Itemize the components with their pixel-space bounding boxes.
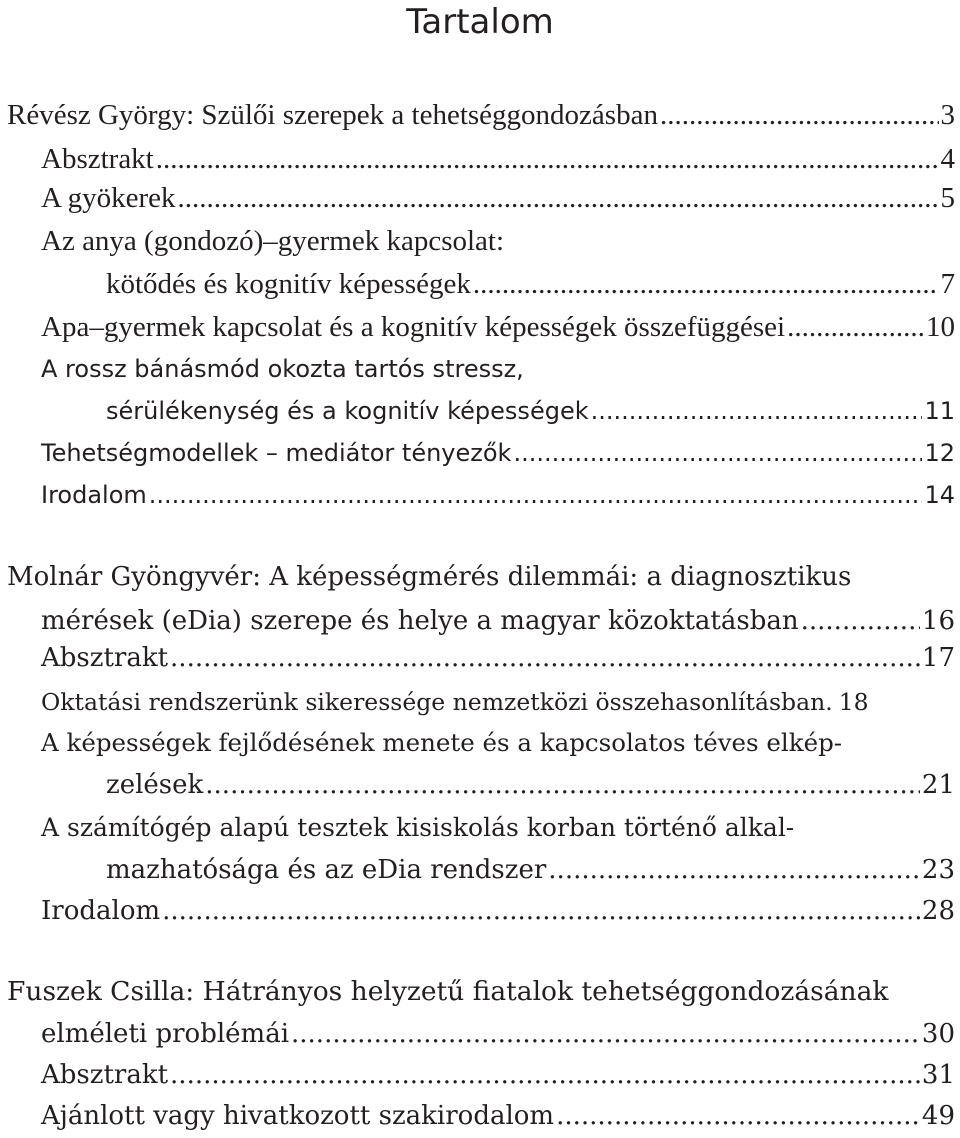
toc-entry[interactable] <box>0 1094 960 1138</box>
toc-entry-title: zelések <box>106 770 204 800</box>
toc-entry-title: Absztrakt <box>41 143 154 175</box>
dot-leader <box>660 93 939 137</box>
toc-entry-page: 30 <box>921 1019 955 1049</box>
toc-entry-continued <box>0 347 960 391</box>
toc-entry[interactable] <box>0 1053 960 1097</box>
toc-entry-page: 16 <box>921 606 955 636</box>
toc-entry-title: elméleti problémái <box>41 1019 290 1049</box>
toc-entry[interactable] <box>0 763 960 807</box>
toc-entry-page: 28 <box>921 896 955 926</box>
dot-leader <box>170 1053 920 1097</box>
toc-entry-page: 23 <box>921 855 955 885</box>
toc-entry-title: Absztrakt <box>41 643 169 673</box>
toc-entry-title: mérések (eDia) szerepe és helye a magyar közoktatásban <box>41 606 799 636</box>
toc-entry-title: Ajánlott vagy hivatkozott szakirodalom <box>41 1101 555 1131</box>
toc-entry-title: kötődés és kognitív képességek <box>106 268 471 300</box>
toc-entry-page: 10 <box>926 311 955 343</box>
dot-leader <box>178 176 939 220</box>
toc-entry-title: Absztrakt <box>41 1060 169 1090</box>
toc-entry-continued <box>0 806 960 850</box>
toc-entry-page: 31 <box>921 1060 955 1090</box>
toc-entry-title: Révész György: Szülői szerepek a tehetséggondozásban <box>7 99 658 131</box>
toc-entry[interactable] <box>0 1012 960 1056</box>
toc-entry-page: 12 <box>924 439 955 467</box>
toc-entry-page: 7 <box>940 268 955 300</box>
toc-entry[interactable] <box>0 262 960 306</box>
toc-entry-page: 5 <box>940 182 955 214</box>
toc-entry-title: Irodalom <box>41 896 161 926</box>
dot-leader <box>591 389 923 433</box>
dot-leader <box>156 137 939 181</box>
toc-entry[interactable] <box>0 848 960 892</box>
dot-leader <box>149 473 923 517</box>
toc-entry-title: Tehetségmodellek – mediátor tényezők <box>41 439 512 467</box>
toc-entry-page: 49 <box>921 1101 955 1131</box>
toc-entry-title: A képességek fejlődésének menete és a kapcsolatos téves elkép- <box>41 728 843 757</box>
dot-leader <box>170 636 920 680</box>
toc-entry-page: 3 <box>940 99 955 131</box>
toc-entry-title: A gyökerek <box>41 182 176 214</box>
dot-leader <box>291 1012 920 1056</box>
toc-entry-title: sérülékenység és a kognitív képességek <box>106 397 589 425</box>
toc-entry-page: 18 <box>838 688 869 716</box>
dot-leader <box>556 1094 920 1138</box>
toc-entry-continued <box>0 721 960 765</box>
toc-entry-page: 17 <box>921 643 955 673</box>
toc-entry-continued <box>0 219 960 263</box>
toc-entry-title: A számítógép alapú tesztek kisiskolás korban történő alkal- <box>41 813 795 842</box>
toc-entry[interactable] <box>0 431 960 475</box>
toc-entry-title: mazhatósága és az eDia rendszer <box>106 855 547 885</box>
toc-entry[interactable] <box>0 305 960 349</box>
toc-entry-title: Oktatási rendszerünk sikeressége nemzetközi összehasonlításban. <box>41 688 833 716</box>
page-title: Tartalom <box>406 2 554 42</box>
dot-leader <box>162 889 920 933</box>
toc-entry-title: Apa–gyermek kapcsolat és a kognitív képességek összefüggései <box>41 311 786 343</box>
toc-entry[interactable] <box>0 680 960 724</box>
toc-entry-page: 4 <box>940 143 955 175</box>
dot-leader <box>787 305 924 349</box>
toc-entry-revesz[interactable] <box>0 93 960 137</box>
toc-entry[interactable] <box>0 636 960 680</box>
toc-entry-title: Az anya (gondozó)–gyermek kapcsolat: <box>41 225 505 257</box>
dot-leader <box>548 848 920 892</box>
toc-entry-page: 21 <box>921 770 955 800</box>
toc-entry[interactable] <box>0 473 960 517</box>
toc-entry[interactable] <box>0 889 960 933</box>
dot-leader <box>205 763 920 807</box>
toc-entry-title: Fuszek Csilla: Hátrányos helyzetű fiatalok tehetséggondozásának <box>7 976 889 1007</box>
toc-entry-fuszek[interactable] <box>0 970 960 1014</box>
dot-leader <box>473 262 939 306</box>
toc-entry[interactable] <box>0 389 960 433</box>
toc-entry[interactable] <box>0 176 960 220</box>
toc-entry-page: 14 <box>924 481 955 509</box>
toc-entry-molnar[interactable] <box>0 555 960 599</box>
toc-entry[interactable] <box>0 137 960 181</box>
toc-entry-title: A rossz bánásmód okozta tartós stressz, <box>41 355 524 383</box>
toc-entry-page: 11 <box>924 397 955 425</box>
toc-entry-title: Irodalom <box>41 481 147 509</box>
dot-leader <box>513 431 922 475</box>
toc-entry-title: Molnár Gyöngyvér: A képességmérés dilemmái: a diagnosztikus <box>7 562 852 592</box>
